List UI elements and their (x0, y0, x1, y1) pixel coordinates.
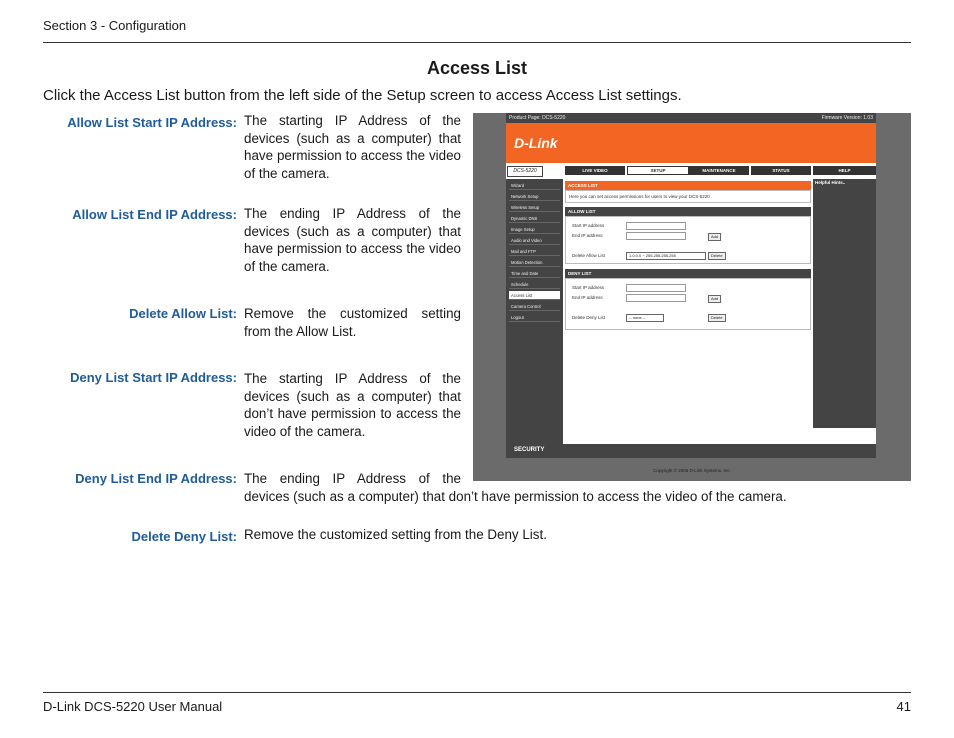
side-dynamic-dns[interactable]: Dynamic DNS (509, 214, 560, 223)
deny-start-label: Start IP address (572, 285, 605, 290)
shot-help-panel (813, 179, 876, 428)
side-network-setup[interactable]: Network Setup (509, 192, 560, 201)
side-camera-control[interactable]: Camera Control (509, 302, 560, 311)
delete-deny-label: Delete Deny List (572, 315, 606, 320)
side-time-date[interactable]: Time and Date (509, 269, 560, 278)
side-motion-detection[interactable]: Motion Detection (509, 258, 560, 267)
tab-help[interactable]: HELP (813, 166, 876, 175)
shot-bottom-bar (506, 444, 876, 458)
allow-start-label: Start IP address (572, 223, 605, 228)
desc-delete-allow: Remove the customized setting from the Allow List. (244, 306, 461, 339)
shot-model: DCS-5220 (507, 166, 543, 177)
allow-end-input[interactable] (626, 232, 686, 240)
desc-deny-end-line1: The ending IP Address of the (244, 471, 461, 486)
allow-list-header: ALLOW LIST (565, 207, 811, 216)
allow-end-label: End IP address (572, 233, 603, 238)
delete-deny-button[interactable]: Delete (708, 314, 726, 322)
page-title: Access List (426, 58, 528, 78)
allow-list-box (565, 216, 811, 264)
side-wireless-setup[interactable]: Wireless Setup (509, 203, 560, 212)
access-desc: Here you can set access permissions for users to view your DCS-5220 . (569, 194, 713, 199)
term-allow-end: Allow List End IP Address: (72, 207, 237, 222)
intro-text: Click the Access List button from the left side of the Setup screen to access Access List settings. (43, 87, 682, 104)
shot-sidebar (506, 179, 563, 444)
setup-screenshot (473, 113, 911, 481)
shot-content (565, 179, 813, 428)
shot-copyright: Copyright © 2006 D-Link Systems, Inc. (653, 468, 731, 473)
term-deny-start: Deny List Start IP Address: (70, 370, 237, 385)
deny-end-input[interactable] (626, 294, 686, 302)
allow-add-button[interactable]: Add (708, 233, 721, 241)
dlink-logo: D-Link (514, 135, 558, 151)
shot-nav (506, 163, 876, 179)
security-label: SECURITY (514, 447, 545, 453)
header-rule (43, 42, 911, 43)
side-wizard[interactable]: Wizard (509, 181, 560, 190)
footer-manual: D-Link DCS-5220 User Manual (43, 699, 223, 714)
shot-topbar (506, 113, 876, 123)
side-audio-video[interactable]: Audio and Video (509, 236, 560, 245)
tab-maintenance[interactable]: MAINTENANCE (689, 166, 749, 175)
side-logout[interactable]: Logout (509, 313, 560, 322)
deny-list-select[interactable]: -- none -- (626, 314, 664, 322)
deny-list-box (565, 278, 811, 330)
term-delete-allow: Delete Allow List: (129, 306, 237, 321)
tab-live-video[interactable]: LIVE VIDEO (565, 166, 625, 175)
shot-main (506, 179, 876, 444)
access-list-header: ACCESS LIST (565, 181, 811, 190)
page-number: 41 (896, 699, 911, 714)
footer-rule (43, 692, 911, 693)
side-mail-ftp[interactable]: Mail and FTP (509, 247, 560, 256)
access-desc-box (565, 190, 811, 203)
desc-deny-end-line2: devices (such as a computer) that don’t have permission to access the video of the camera. (244, 489, 787, 504)
shot-banner (506, 123, 876, 163)
shot-product-page: Product Page: DCS-5220 (509, 115, 566, 121)
desc-allow-end: The ending IP Address of the devices (such as a computer) that have permission to access the video of the camera. (244, 206, 461, 274)
tab-status[interactable]: STATUS (751, 166, 811, 175)
allow-list-select[interactable]: 1.0.0.0 ~ 255.255.255.255 (626, 252, 706, 260)
deny-start-input[interactable] (626, 284, 686, 292)
section-header: Section 3 - Configuration (43, 18, 187, 33)
term-delete-deny: Delete Deny List: (131, 529, 237, 544)
desc-allow-start: The starting IP Address of the devices (such as a computer) that have permission to access the video of the camera. (244, 113, 461, 181)
term-deny-end: Deny List End IP Address: (75, 471, 237, 486)
side-schedule[interactable]: Schedule (509, 280, 560, 289)
delete-allow-button[interactable]: Delete (708, 252, 726, 260)
deny-list-header: DENY LIST (565, 269, 811, 278)
helpful-hints: Helpful Hints.. (815, 180, 846, 185)
allow-start-input[interactable] (626, 222, 686, 230)
shot-firmware: Firmware Version: 1.03 (821, 115, 873, 121)
side-access-list[interactable]: Access List (509, 291, 560, 300)
delete-allow-label: Delete Allow List (572, 253, 606, 258)
desc-delete-deny: Remove the customized setting from the Deny List. (244, 527, 547, 542)
term-allow-start: Allow List Start IP Address: (67, 115, 237, 130)
deny-add-button[interactable]: Add (708, 295, 721, 303)
desc-deny-start: The starting IP Address of the devices (such as a computer) that don’t have permission to access the video of the camera. (244, 371, 461, 439)
deny-end-label: End IP address (572, 295, 603, 300)
side-image-setup[interactable]: Image Setup (509, 225, 560, 234)
tab-setup[interactable]: SETUP (627, 166, 689, 175)
